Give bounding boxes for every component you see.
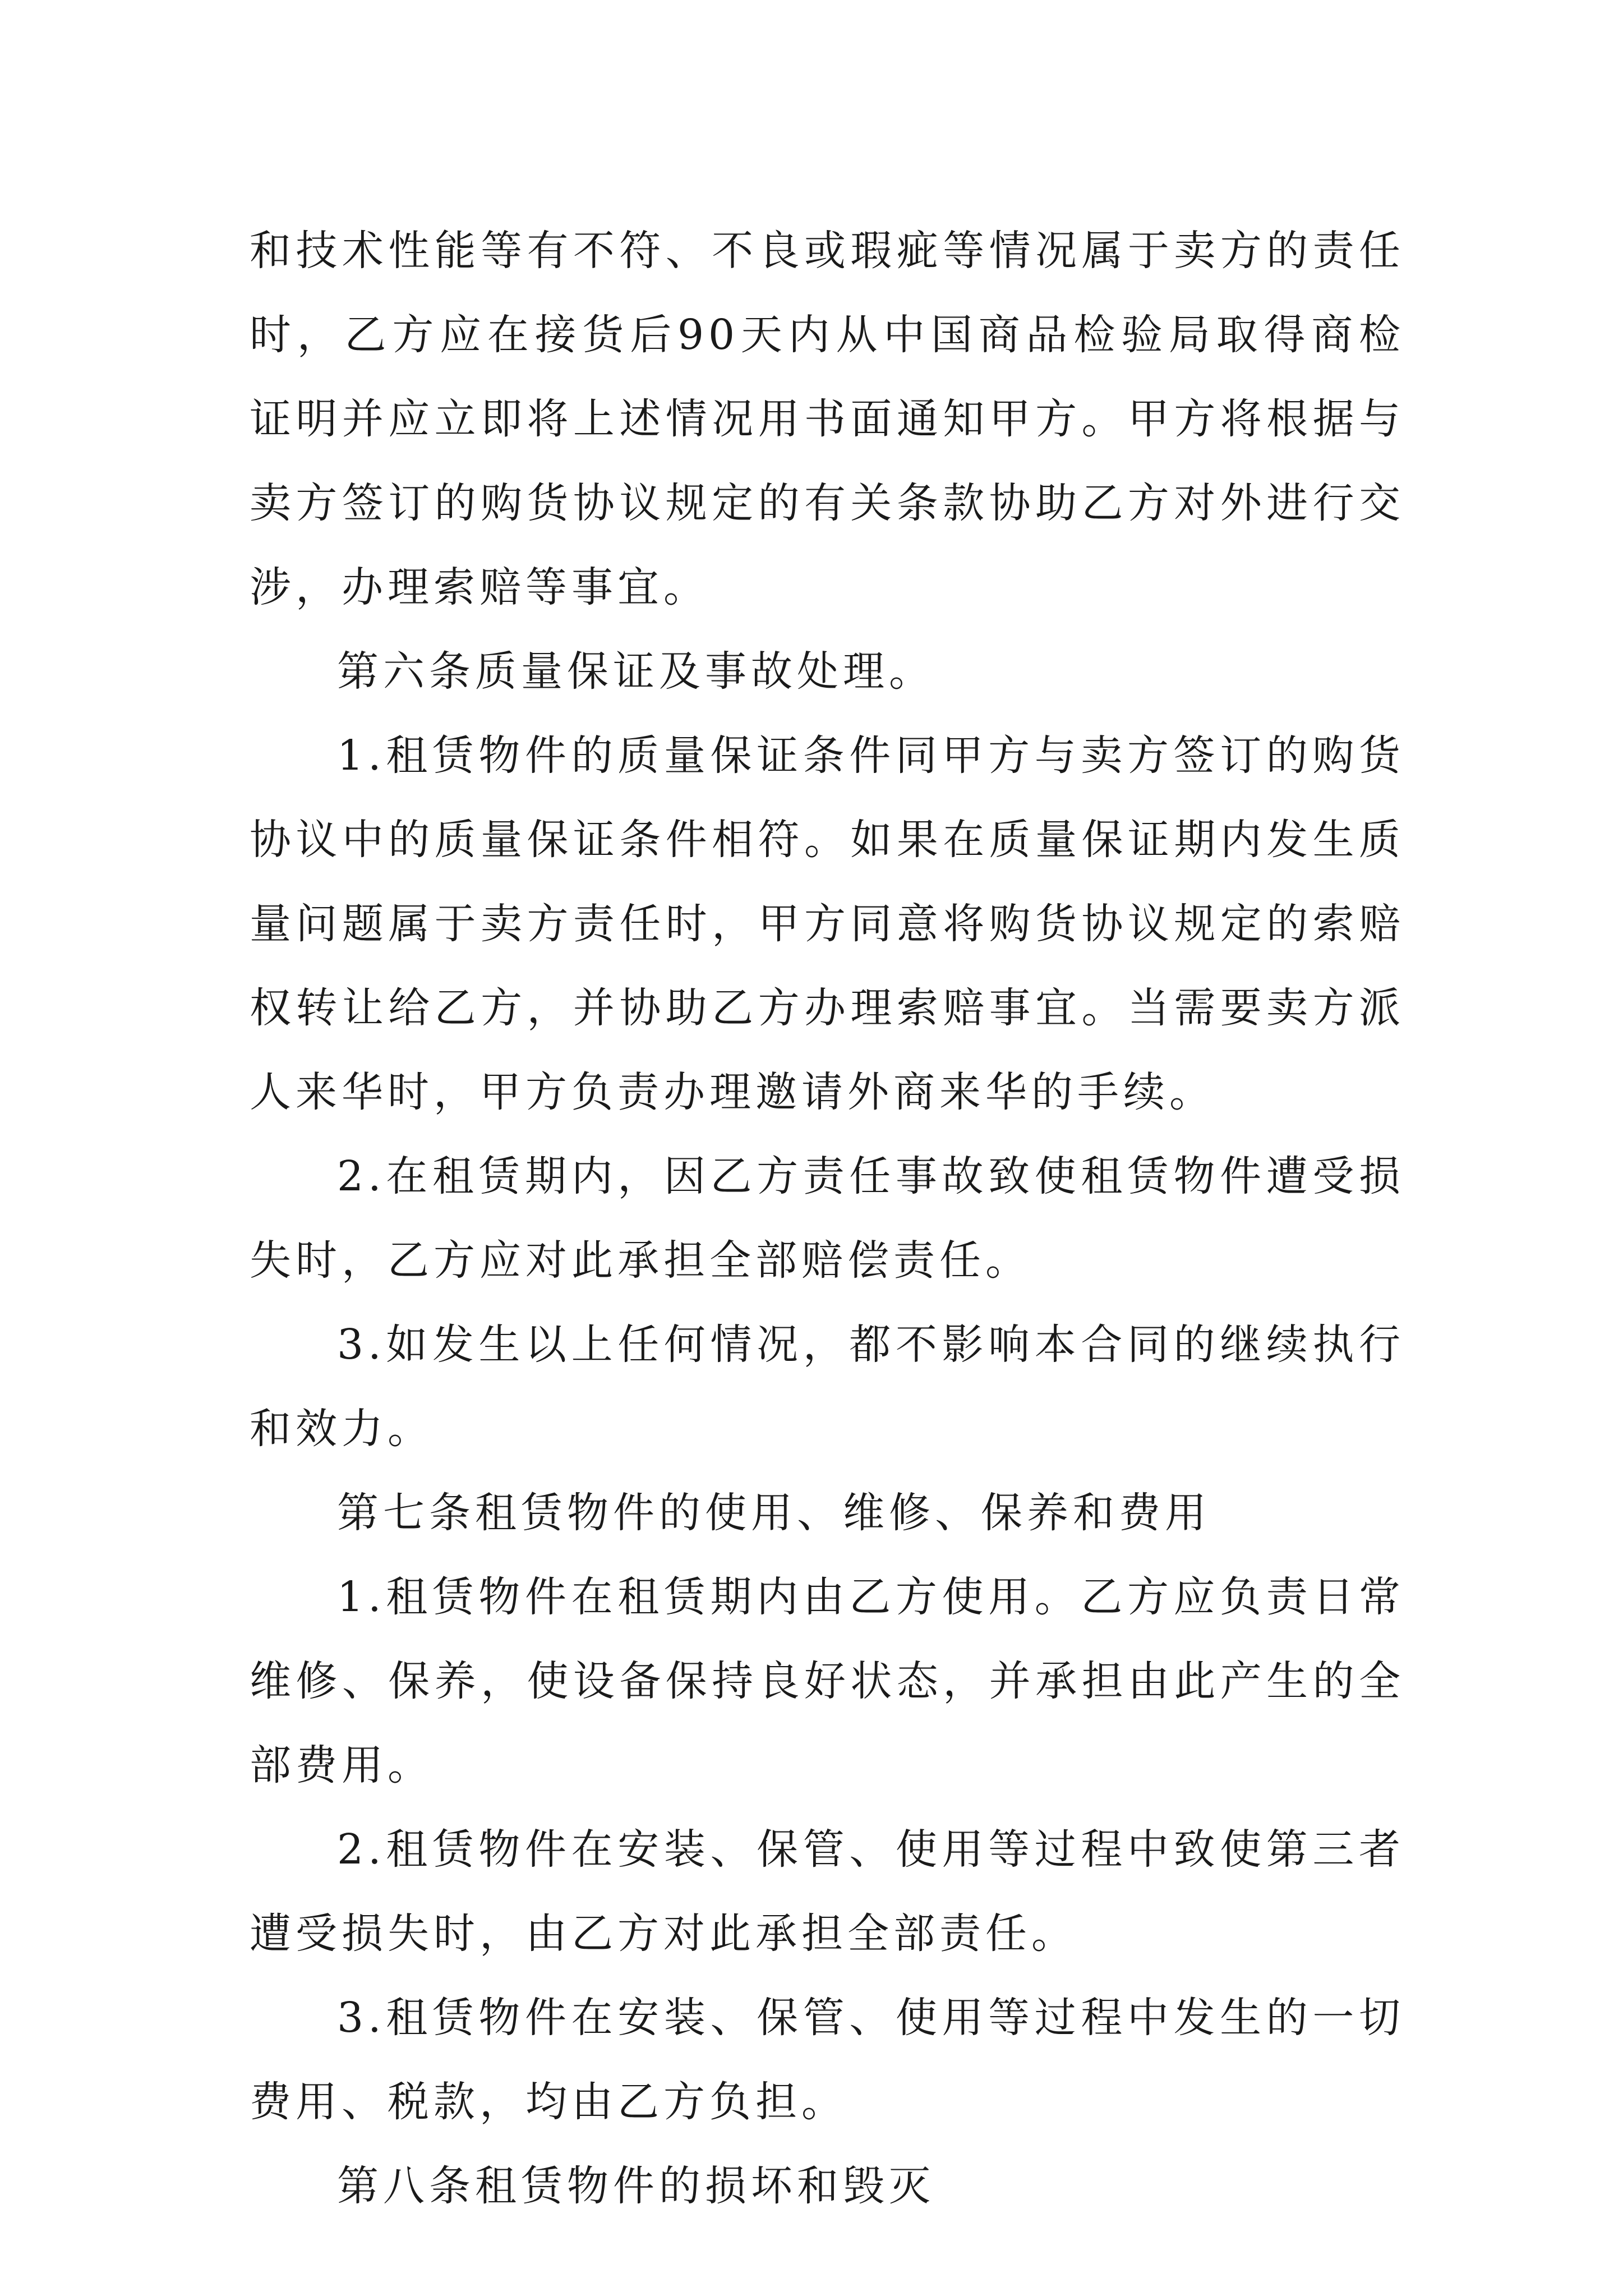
- article-6-clause-3: 3.如发生以上任何情况，都不影响本合同的继续执行和效力。: [250, 1320, 1405, 1453]
- article-7-clause-1: 1.租赁物件在租赁期内由乙方使用。乙方应负责日常维修、保养，使设备保持良好状态，并承担由此产生的全部费用。: [250, 1573, 1405, 1789]
- article-7-clause-2: 2.租赁物件在安装、保管、使用等过程中致使第三者遭受损失时，由乙方对此承担全部责任。: [250, 1825, 1405, 1958]
- document-body: [250, 209, 1405, 2228]
- article-7-clause-3: 3.租赁物件在安装、保管、使用等过程中发生的一切费用、税款，均由乙方负担。: [250, 1994, 1405, 2126]
- paragraph-continuation: 和技术性能等有不符、不良或瑕疵等情况属于卖方的责任时，乙方应在接货后90天内从中国商品检验局取得商检证明并应立即将上述情况用书面通知甲方。甲方将根据与卖方签订的购货协议规定的有关条款协助乙方对外进行交涉，办理索赔等事宜。: [250, 227, 1405, 611]
- article-6-heading: 第六条质量保证及事故处理。: [337, 647, 935, 696]
- article-6-clause-1: 1.租赁物件的质量保证条件同甲方与卖方签订的购货协议中的质量保证条件相符。如果在质量保证期内发生质量问题属于卖方责任时，甲方同意将购货协议规定的索赔权转让给乙方，并协助乙方办理索赔事宜。当需要卖方派人来华时，甲方负责办理邀请外商来华的手续。: [250, 731, 1405, 1116]
- article-7-heading: 第七条租赁物件的使用、维修、保养和费用: [337, 1489, 1211, 1537]
- article-6-clause-2: 2.在租赁期内，因乙方责任事故致使租赁物件遭受损失时，乙方应对此承担全部赔偿责任。: [250, 1152, 1405, 1285]
- article-8-heading: 第八条租赁物件的损坏和毁灭: [337, 2162, 935, 2210]
